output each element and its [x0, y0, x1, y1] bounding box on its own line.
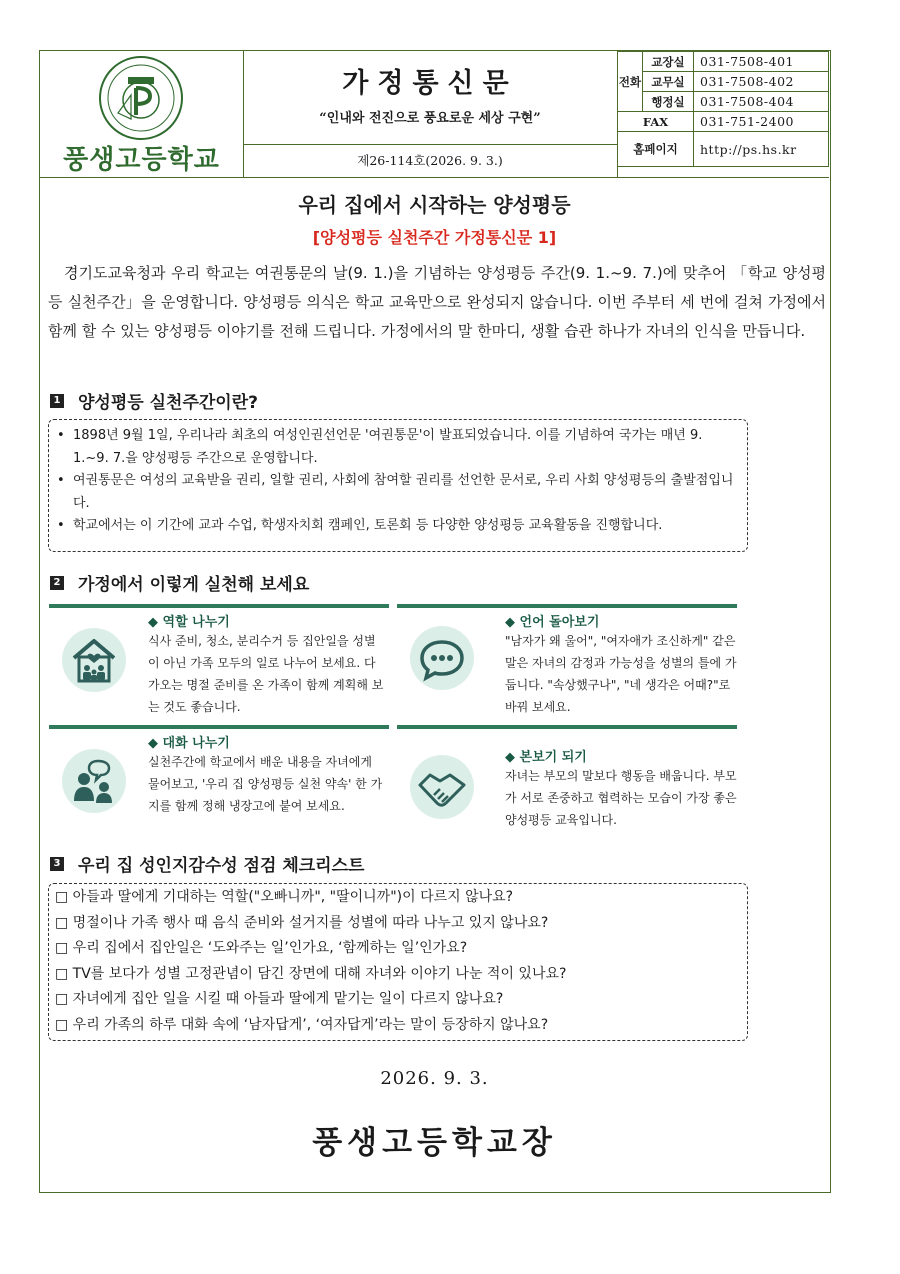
newsletter-page [39, 50, 831, 1193]
section-title: 우리 집 성인지감수성 점검 체크리스트 [78, 856, 365, 876]
handshake-icon [410, 755, 474, 819]
card-text: "남자가 왜 울어", "여자애가 조신하게" 같은 말은 자녀의 감정과 가능성을 성별의 틀에 가둡니다. "속상했구나", "네 생각은 어때?"로 바꿔 보세요. [505, 634, 737, 714]
contact-info [617, 51, 829, 177]
document-title: 우리 집에서 시작하는 양성평등 [298, 193, 571, 217]
card-divider [49, 725, 389, 729]
contact-table [617, 51, 829, 167]
issue-number: 제26-114호(2026. 9. 3.) [243, 144, 618, 177]
section-3-heading [50, 851, 364, 876]
letterhead [40, 51, 829, 178]
speech-bubble-icon [410, 626, 474, 690]
section-2-heading [50, 570, 309, 595]
checklist-item[interactable]: □ 아들과 딸에게 기대하는 역할("오빠니까", "딸이니까")이 다르지 않나요? [55, 889, 514, 905]
section-number-badge: 3 [50, 857, 64, 871]
contact-number: 031-751-2400 [694, 112, 829, 132]
checklist-item[interactable]: □ 명절이나 가족 행사 때 음식 준비와 설거지를 성별에 따라 나누고 있지 않나요? [55, 914, 549, 931]
card-text: 자녀는 부모의 말보다 행동을 배웁니다. 부모가 서로 존중하고 협력하는 모습이 가장 좋은 양성평등 교육입니다. [505, 769, 737, 827]
card-divider [397, 725, 737, 729]
intro-paragraph: 경기도교육청과 우리 학교는 여권통문의 날(9. 1.)을 기념하는 양성평등 주간(9. 1.~9. 7.)에 맞추어 「학교 양성평등 실천주간」을 운영합니다. 양성평등 의식은 학교 교육만으로 완성되지 않습니다. 이번 주부터 세 번에 걸쳐 가정에서 함께 할 수 있는 양성평등 이야기를 전해 드립니다. 가정에서의 말 한마디, 생활 습관 하나가 자녀의 인식을 만듭니다. [48, 264, 826, 340]
contact-label: 교무실 [643, 72, 694, 92]
school-name: 풍생고등학교 [63, 145, 220, 175]
contact-label: 행정실 [643, 92, 694, 112]
card-text: 식사 준비, 청소, 분리수거 등 집안일을 성별이 아닌 가족 모두의 일로 나누어 보세요. 다가오는 명절 준비를 온 가족이 함께 계획해 보는 것도 좋습니다. [148, 634, 384, 714]
section-1-heading [50, 388, 258, 413]
card-divider [49, 604, 389, 608]
practice-card-language [397, 604, 737, 724]
contact-number: 031-7508-401 [694, 52, 829, 72]
title-cell [243, 51, 618, 145]
bullet-item: • 1898년 9월 1일, 우리나라 최초의 여성인권선언문 '여권통문'이 발표되었습니다. 이를 기념하여 국가는 매년 9. 1.~9. 7.을 양성평등 주간으로 운영합니다. [57, 425, 739, 470]
house-family-icon [62, 628, 126, 692]
practice-card-role-model [397, 725, 737, 845]
homepage-link[interactable]: http://ps.hs.kr [694, 132, 829, 167]
school-seal-logo [98, 55, 184, 141]
checklist-item[interactable]: □ 우리 가족의 하루 대화 속에 ‘남자답게’, ‘여자답게’라는 말이 등장하지 않나요? [55, 1016, 549, 1033]
contact-label: FAX [618, 112, 694, 132]
issue-date: 2026. 9. 3. [380, 1068, 489, 1089]
bullet-item: • 여권통문은 여성의 교육받을 권리, 일할 권리, 사회에 참여할 권리를 선언한 문서로, 우리 사회 양성평등의 출발점입니다. [57, 470, 739, 515]
document-subtitle: [양성평등 실천주간 가정통신문 1] [312, 228, 557, 247]
practice-card-roles [49, 604, 389, 724]
section-title: 양성평등 실천주간이란? [78, 393, 258, 413]
section-number-badge: 2 [50, 576, 64, 590]
school-motto: “인내와 전진으로 풍요로운 세상 구현” [319, 111, 541, 126]
section-1-box [48, 419, 748, 552]
card-title: ◆ 본보기 되기 [505, 750, 587, 765]
card-title: ◆ 역할 나누기 [148, 615, 230, 630]
section-number-badge: 1 [50, 394, 64, 408]
school-logo-cell [40, 51, 244, 177]
card-divider [397, 604, 737, 608]
newsletter-title: 가정통신문 [342, 68, 518, 99]
contact-number: 031-7508-404 [694, 92, 829, 112]
principal-signature: 풍생고등학교장 [312, 1125, 557, 1161]
contact-label: 교장실 [643, 52, 694, 72]
checklist-item[interactable]: □ TV를 보다가 성별 고정관념이 담긴 장면에 대해 자녀와 이야기 나눈 적이 있나요? [55, 965, 567, 982]
section-title: 가정에서 이렇게 실천해 보세요 [78, 575, 310, 595]
card-title: ◆ 대화 나누기 [148, 736, 230, 751]
practice-card-conversation [49, 725, 389, 845]
checklist-item[interactable]: □ 우리 집에서 집안일은 ‘도와주는 일’인가요, ‘함께하는 일’인가요? [55, 940, 468, 956]
contact-label: 홈페이지 [618, 132, 694, 167]
card-text: 실천주간에 학교에서 배운 내용을 자녀에게 물어보고, '우리 집 양성평등 실천 약속' 한 가지를 함께 정해 냉장고에 붙여 보세요. [148, 755, 383, 813]
checklist-item[interactable]: □ 자녀에게 집안 일을 시킬 때 아들과 딸에게 맡기는 일이 다르지 않나요? [55, 991, 504, 1007]
checklist-box [48, 883, 748, 1041]
parent-child-talk-icon [62, 749, 126, 813]
phone-label: 전화 [618, 52, 643, 112]
bullet-item: • 학교에서는 이 기간에 교과 수업, 학생자치회 캠페인, 토론회 등 다양한 양성평등 교육활동을 진행합니다. [57, 515, 739, 538]
contact-number: 031-7508-402 [694, 72, 829, 92]
card-title: ◆ 언어 돌아보기 [505, 615, 600, 630]
